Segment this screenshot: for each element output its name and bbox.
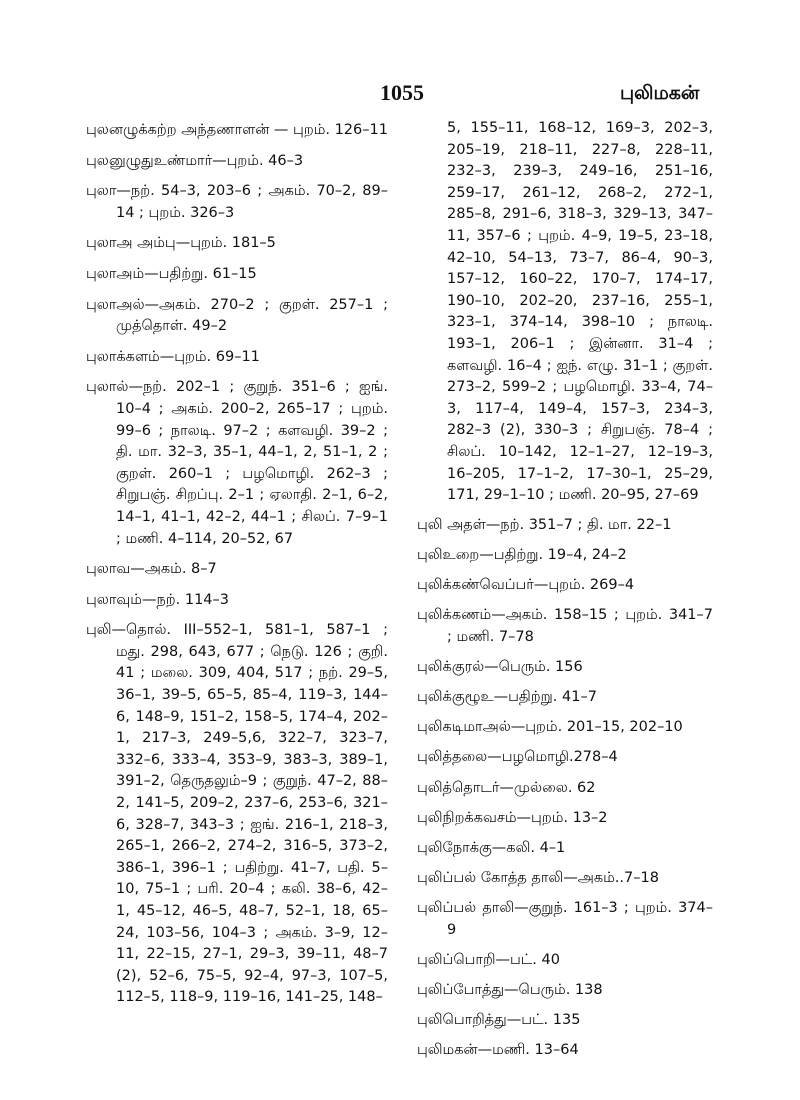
index-entry: புலிக்கண்வெப்பர்—புறம். 269–4 [417, 577, 635, 594]
index-entry: புலாக்களம்—புறம். 69–11 [86, 348, 260, 365]
index-entry: புலித்தலை—பழமொழி.278–4 [417, 749, 618, 766]
index-entry: புலால்—நற். 202–1 ; குறுந். 351–6 ; ஐங். 10–4 ; அகம். 200–2, 265–17 ; புறம். 99–6 ; நாலடி. 97–2 ; களவழி. 39–2 ; தி. மா. 32–3, 35–1, 44–1, 2, 51–1, 2 ; குறள். 260–1 ; பழமொழி. 262–3 ; சிறுபஞ். சிறப்பு. 2–1 ; ஏலாதி. 2–1, 6–2, 14–1, 41–1, 42–2, 44–1 ; சிலப். 7–9–1 ; மணி. 4–114, 20–52, 67 [86, 379, 388, 547]
index-entry: புலனழுக்கற்ற அந்தணாளன் — புறம். 126–11 [86, 122, 388, 138]
index-entry: புலிபொறித்து—பட். 135 [417, 1011, 581, 1028]
index-entry: புலிமகன்—மணி. 13–64 [417, 1041, 579, 1058]
index-entry: புலாஅல்—அகம். 270–2 ; குறள். 257–1 ; முத்தொள். 49–2 [86, 296, 388, 335]
index-entry: புலிப்பல் கோத்த தாலி—அகம்..7–18 [417, 869, 659, 886]
index-entry: புலி அதள்—நற். 351–7 ; தி. மா. 22–1 [417, 517, 672, 534]
running-head: புலிமகன் [620, 82, 700, 104]
index-entry: புலாவ—அகம். 8–7 [86, 561, 217, 578]
index-entry: புலி—தொல். III–552–1, 581–1, 587–1 ; மது. 298, 643, 677 ; நெடு. 126 ; குறி. 41 ; மலை. 309, 404, 517 ; நற். 29–5, 36–1, 39–5, 65–5, 85–4, 119–3, 144–6, 148–9, 151–2, 158–5, 174–4, 202–1, 217–3, 249–5,6, 322–7, 323–7, 332–6, 333–4, 353–9, 383–3, 389–1, 391–2, தெருதலும்–9 ; குறுந். 47–2, 88–2, 141–5, 209–2, 237–6, 253–6, 321–6, 328–7, 343–3 ; ஐங். 216–1, 218–3, 265–1, 266–2, 274–2, 316–5, 373–2, 386–1, 396–1 ; பதிற்று. 41–7, பதி. 5–10, 75–1 ; பரி. 20–4 ; கலி. 38–6, 42–1, 45–12, 46–5, 48–7, 52–1, 18, 65–24, 103–56, 104–3 ; அகம். 3–9, 12–11, 22–15, 27–1, 29–3, 39–11, 48–7 (2), 52–6, 75–5, 92–4, 97–3, 107–5, 112–5, 118–9, 119–16, 141–25, 148– [86, 622, 388, 1006]
index-entry: புலிக்கணம்—அகம். 158–15 ; புறம். 341–7 ; மணி. 7–78 [417, 607, 713, 646]
index-entry: புலிப்போத்து—பெரும். 138 [417, 981, 603, 998]
index-entry: புலாஅ அம்பு—புறம். 181–5 [86, 235, 276, 252]
left-column [86, 120, 388, 1018]
index-entry-continuation: 5, 155–11, 168–12, 169–3, 202–3, 205–19, 218–11, 227–8, 228–11, 232–3, 239–3, 249–16, 251–16, 259–17, 261–12, 268–2, 272–1, 285–8, 291–6, 318–3, 329–13, 347–11, 357–6 ; புறம். 4–9, 19–5, 23–18, 42–10, 54–13, 73–7, 86–4, 90–3, 157–12, 160–22, 170–7, 174–17, 190–10, 202–20, 237–16, 255–1, 323–1, 374–14, 398–10 ; நாலடி. 193–1, 206–1 ; இன்னா. 31–4 ; களவழி. 16–4 ; ஐந். எழு. 31–1 ; குறள். 273–2, 599–2 ; பழமொழி. 33–4, 74–3, 117–4, 149–4, 157–3, 234–3, 282–3 (2), 330–3 ; சிறுபஞ். 78–4 ; சிலப். 10–142, 12–1–27, 12–19–3, 16–205, 17–1–2, 17–30–1, 25–29, 171, 29–1–10 ; மணி. 20–95, 27–69 [447, 120, 713, 504]
index-entry: புலாஅம்—பதிற்று. 61–15 [86, 265, 257, 282]
index-entry: புலிநிறக்கவசம்—புறம். 13–2 [417, 809, 608, 826]
index-entry: புலிக்குழூஉ—பதிற்று. 41–7 [417, 689, 597, 706]
index-entry: புலிநோக்கு—கலி. 4–1 [417, 839, 566, 856]
index-entry: புலா—நற். 54–3, 203–6 ; அகம். 70–2, 89–14 ; புறம். 326–3 [86, 183, 388, 221]
page-number: 1055 [380, 80, 424, 105]
index-entry: புலித்தொடர்—முல்லை. 62 [417, 779, 596, 796]
index-entry: புலனுழுதுஉண்மார்—புறம். 46–3 [86, 152, 304, 169]
index-entry: புலிக்குரல்—பெரும். 156 [417, 659, 583, 676]
index-entry: புலாவும்—நற். 114–3 [86, 591, 229, 608]
right-column [417, 118, 713, 1070]
index-entry: புலிப்பொறி—பட். 40 [417, 951, 560, 968]
index-entry: புலிப்பல் தாலி—குறுந். 161–3 ; புறம். 374–9 [417, 899, 713, 938]
index-entry: புலிஉறை—பதிற்று. 19–4, 24–2 [417, 547, 627, 564]
index-entry: புலிகடிமாஅல்—புறம். 201–15, 202–10 [417, 719, 683, 736]
